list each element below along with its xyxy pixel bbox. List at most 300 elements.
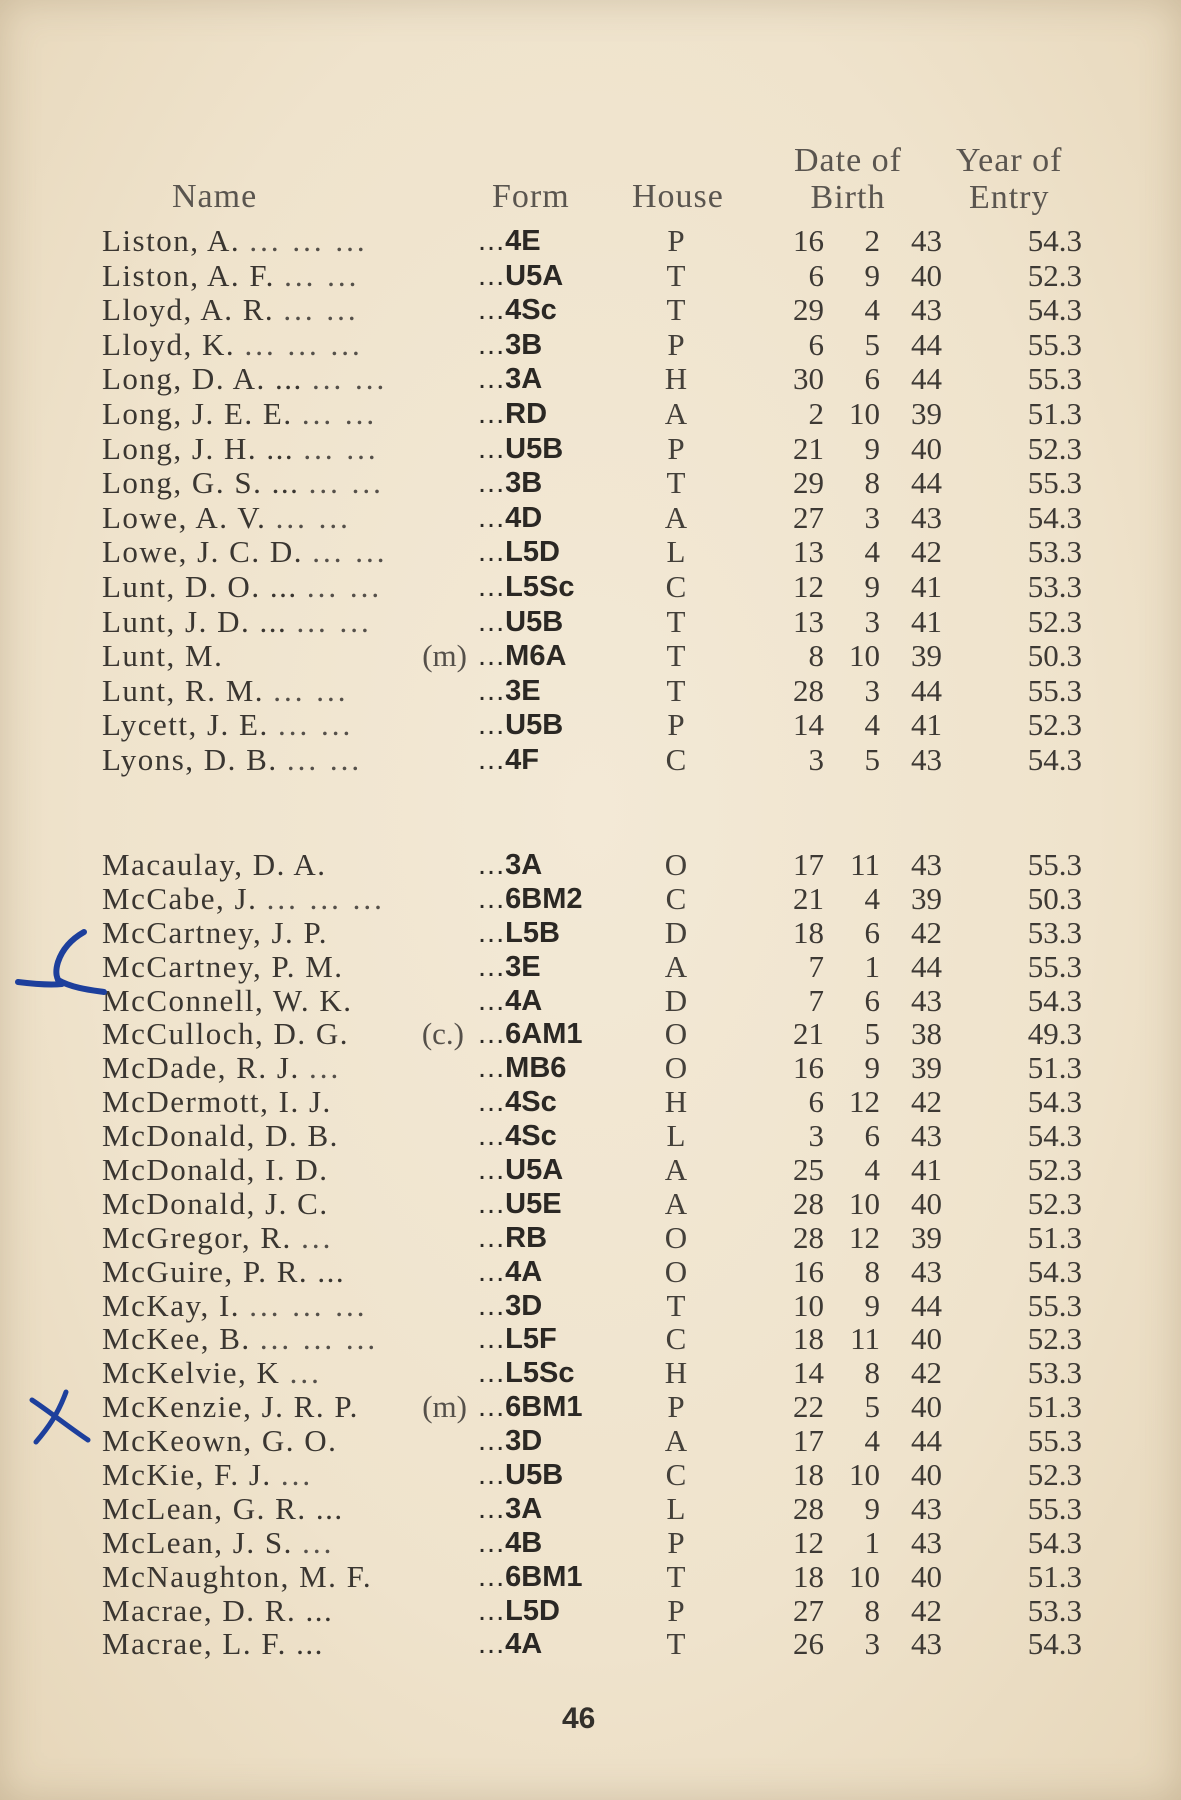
table-row <box>0 570 1181 605</box>
birth-day: 17 <box>793 847 824 882</box>
student-name <box>102 638 467 674</box>
year-of-entry: 51.3 <box>1027 1558 1082 1594</box>
leader-dots: ... ... <box>273 672 349 708</box>
birth-year: 39 <box>911 880 942 916</box>
birth-month: 3 <box>864 499 880 535</box>
house-cell: H <box>664 1355 688 1391</box>
form-leader: ... <box>478 570 506 603</box>
leader-dots: ... ... <box>283 292 359 328</box>
form-value: M6A <box>505 640 567 673</box>
name-text: Lunt, D. O. ... <box>102 568 298 604</box>
student-name <box>102 1424 337 1458</box>
handwritten-curl-mark-icon <box>12 928 112 1004</box>
form-value: 4D <box>505 501 543 534</box>
birth-month: 9 <box>864 568 880 604</box>
birth-year: 43 <box>911 982 942 1018</box>
birth-day: 7 <box>808 982 824 1018</box>
form-cell <box>478 466 542 500</box>
name-text: McDonald, D. B. <box>102 1118 339 1154</box>
header-entry-line1: Year of <box>956 142 1063 179</box>
form-cell <box>478 1187 562 1221</box>
student-name <box>102 674 349 708</box>
name-text: Macrae, L. F. ... <box>102 1626 324 1662</box>
birth-day: 10 <box>793 1287 824 1323</box>
form-value: U5B <box>505 1459 564 1492</box>
table-row <box>0 1390 1181 1424</box>
house-cell: A <box>664 499 688 535</box>
form-leader: ... <box>478 984 506 1017</box>
house-cell: T <box>666 292 686 328</box>
year-of-entry: 51.3 <box>1027 1050 1082 1086</box>
birth-year: 39 <box>911 1219 942 1255</box>
form-value: 3B <box>505 328 543 361</box>
form-leader: ... <box>478 501 506 534</box>
birth-day: 16 <box>793 223 824 258</box>
birth-day: 28 <box>793 1219 824 1255</box>
leader-dots: ... ... <box>275 499 351 535</box>
form-cell <box>478 224 541 258</box>
birth-day: 25 <box>793 1152 824 1188</box>
name-text: McDade, R. J. <box>102 1050 300 1086</box>
name-text: Lycett, J. E. <box>102 707 269 743</box>
birth-year: 44 <box>911 361 942 397</box>
leader-dots: ... ... <box>308 465 384 501</box>
house-cell: T <box>666 672 686 708</box>
leader-dots: ... ... <box>303 430 379 466</box>
year-of-entry: 52.3 <box>1027 430 1082 466</box>
birth-month: 8 <box>864 1253 880 1289</box>
form-leader: ... <box>478 294 506 327</box>
birth-month: 9 <box>864 1490 880 1526</box>
form-value: 4Sc <box>505 1120 557 1153</box>
name-text: Long, J. E. E. <box>102 395 293 431</box>
birth-month: 6 <box>864 914 880 950</box>
leader-dots: ... ... <box>286 741 363 777</box>
year-of-entry: 54.3 <box>1027 1626 1082 1662</box>
birth-day: 18 <box>793 1321 824 1357</box>
form-leader: ... <box>478 536 506 569</box>
birth-year: 41 <box>911 1152 942 1188</box>
birth-day: 12 <box>793 1524 824 1560</box>
table-row <box>0 501 1181 536</box>
birth-year: 39 <box>911 395 942 431</box>
birth-year: 44 <box>911 326 942 362</box>
birth-month: 4 <box>864 1423 880 1459</box>
name-text: Long, D. A. ... <box>102 361 303 397</box>
birth-month: 10 <box>849 395 880 431</box>
leader-dots: ... ... ... <box>266 880 385 916</box>
leader-dots: ... <box>301 1219 334 1255</box>
birth-day: 26 <box>793 1626 824 1662</box>
form-leader: ... <box>478 1526 506 1559</box>
form-value: MB6 <box>505 1052 567 1085</box>
table-row <box>0 1356 1181 1390</box>
student-name <box>102 1526 334 1560</box>
name-text: McKeown, G. O. <box>102 1423 338 1459</box>
handwritten-x-mark-icon <box>26 1388 94 1446</box>
student-name <box>102 1322 378 1356</box>
form-leader: ... <box>478 849 506 881</box>
birth-year: 40 <box>911 1558 942 1594</box>
house-cell: T <box>666 465 686 501</box>
name-text: McCartney, J. P. <box>102 914 329 950</box>
birth-year: 39 <box>911 638 942 674</box>
name-text: Lunt, R. M. <box>102 672 265 708</box>
form-leader: ... <box>478 674 506 707</box>
house-cell: C <box>665 568 687 604</box>
birth-day: 17 <box>793 1423 824 1459</box>
house-cell: A <box>664 1423 688 1459</box>
form-cell <box>478 1526 542 1560</box>
name-text: McKie, F. J. <box>102 1457 272 1493</box>
year-of-entry: 55.3 <box>1027 1287 1082 1323</box>
birth-year: 43 <box>911 741 942 777</box>
name-text: Liston, A. F. <box>102 257 275 293</box>
table-row <box>0 224 1181 259</box>
table-row <box>0 535 1181 570</box>
leader-dots: ... ... <box>312 534 388 570</box>
house-cell: O <box>664 1016 688 1052</box>
birth-year: 44 <box>911 1423 942 1459</box>
form-cell <box>478 639 566 673</box>
form-leader: ... <box>478 1289 506 1322</box>
form-cell <box>478 1594 560 1628</box>
house-cell: O <box>664 847 688 882</box>
birth-day: 28 <box>793 1490 824 1526</box>
form-cell <box>478 1289 542 1323</box>
year-of-entry: 51.3 <box>1027 395 1082 431</box>
birth-month: 6 <box>864 361 880 397</box>
birth-month: 1 <box>864 948 880 984</box>
table-row <box>0 1119 1181 1153</box>
birth-year: 40 <box>911 430 942 466</box>
house-cell: O <box>664 1050 688 1086</box>
table-row <box>0 916 1181 950</box>
form-value: 3A <box>505 849 543 881</box>
birth-year: 41 <box>911 603 942 639</box>
form-value: U5A <box>505 1154 564 1187</box>
student-name <box>102 1153 329 1187</box>
house-cell: P <box>667 430 685 466</box>
form-leader: ... <box>478 605 506 638</box>
form-cell <box>478 882 583 916</box>
name-text: Lloyd, K. <box>102 326 236 362</box>
form-value: 6AM1 <box>505 1018 583 1051</box>
form-cell <box>478 1627 542 1661</box>
birth-year: 40 <box>911 1185 942 1221</box>
leader-dots: (c.) <box>421 1016 464 1052</box>
table-row <box>0 882 1181 916</box>
birth-month: 10 <box>849 638 880 674</box>
year-of-entry: 53.3 <box>1027 568 1082 604</box>
house-cell: A <box>664 1185 688 1221</box>
year-of-entry: 55.3 <box>1027 361 1082 397</box>
table-row <box>0 1221 1181 1255</box>
birth-day: 21 <box>793 430 824 466</box>
form-leader: ... <box>478 1187 506 1220</box>
name-text: McCabe, J. <box>102 880 258 916</box>
birth-day: 13 <box>793 603 824 639</box>
year-of-entry: 54.3 <box>1027 223 1082 258</box>
birth-day: 14 <box>793 1355 824 1391</box>
header-date-of-birth <box>794 142 902 216</box>
birth-month: 3 <box>864 603 880 639</box>
name-text: McKenzie, J. R. P. <box>102 1389 359 1425</box>
leader-dots: ... ... <box>312 361 388 397</box>
birth-day: 21 <box>793 880 824 916</box>
form-value: L5D <box>505 536 560 569</box>
student-name <box>102 1627 324 1661</box>
student-name <box>102 743 362 777</box>
student-name <box>102 432 379 466</box>
birth-month: 11 <box>850 1321 880 1357</box>
leader-dots: (m) <box>422 1389 467 1425</box>
birth-day: 14 <box>793 707 824 743</box>
form-value: RB <box>505 1221 548 1254</box>
form-cell <box>478 950 541 984</box>
table-row <box>0 328 1181 363</box>
house-cell: L <box>666 534 686 570</box>
name-text: McCulloch, D. G. <box>102 1016 350 1052</box>
name-text: McGuire, P. R. ... <box>102 1253 346 1289</box>
name-text: Macaulay, D. A. <box>102 847 327 882</box>
form-cell <box>478 916 560 950</box>
form-cell <box>478 293 557 327</box>
house-cell: C <box>665 741 687 777</box>
year-of-entry: 52.3 <box>1027 1457 1082 1493</box>
name-text: Lunt, J. D. ... <box>102 603 288 639</box>
table-row <box>0 605 1181 640</box>
leader-dots: ... <box>280 1457 314 1493</box>
birth-year: 40 <box>911 1321 942 1357</box>
form-cell <box>478 432 563 466</box>
form-leader: ... <box>478 259 506 292</box>
birth-day: 22 <box>793 1389 824 1425</box>
house-cell: C <box>665 880 687 916</box>
student-name <box>102 882 385 916</box>
student-name <box>102 1051 341 1085</box>
form-cell <box>478 501 542 535</box>
birth-month: 5 <box>864 1389 880 1425</box>
year-of-entry: 52.3 <box>1027 707 1082 743</box>
house-cell: A <box>664 395 688 431</box>
birth-year: 42 <box>911 1592 942 1628</box>
form-leader: ... <box>478 950 506 983</box>
birth-day: 16 <box>793 1050 824 1086</box>
year-of-entry: 54.3 <box>1027 499 1082 535</box>
birth-year: 42 <box>911 534 942 570</box>
form-leader: ... <box>478 1594 506 1627</box>
student-name <box>102 1187 329 1221</box>
birth-day: 28 <box>793 1185 824 1221</box>
form-leader: ... <box>478 1018 506 1051</box>
form-cell <box>478 362 542 396</box>
table-row <box>0 848 1181 882</box>
form-value: L5F <box>505 1323 557 1356</box>
birth-month: 4 <box>864 1152 880 1188</box>
birth-month: 11 <box>850 847 880 882</box>
birth-day: 8 <box>808 638 824 674</box>
birth-day: 28 <box>793 672 824 708</box>
birth-month: 8 <box>864 1355 880 1391</box>
birth-year: 43 <box>911 499 942 535</box>
form-value: 6BM2 <box>505 882 583 915</box>
table-row <box>0 1424 1181 1458</box>
birth-year: 41 <box>911 707 942 743</box>
form-value: 3E <box>505 674 541 707</box>
form-leader: ... <box>478 1154 506 1187</box>
form-leader: ... <box>478 1459 506 1492</box>
birth-day: 27 <box>793 1592 824 1628</box>
student-name <box>102 466 384 500</box>
birth-month: 9 <box>864 1287 880 1323</box>
student-name <box>102 605 372 639</box>
birth-year: 40 <box>911 257 942 293</box>
year-of-entry: 55.3 <box>1027 1423 1082 1459</box>
name-text: McKee, B. <box>102 1321 251 1357</box>
name-text: Lowe, A. V. <box>102 499 267 535</box>
birth-day: 3 <box>808 1118 824 1154</box>
year-of-entry: 51.3 <box>1027 1219 1082 1255</box>
form-cell <box>478 1492 542 1526</box>
form-value: 6BM1 <box>505 1391 583 1424</box>
birth-year: 44 <box>911 672 942 708</box>
house-cell: O <box>664 1253 688 1289</box>
birth-month: 1 <box>864 1524 880 1560</box>
birth-day: 6 <box>808 257 824 293</box>
leader-dots: ... ... <box>296 603 372 639</box>
birth-year: 40 <box>911 1457 942 1493</box>
birth-year: 38 <box>911 1016 942 1052</box>
house-cell: C <box>665 1457 687 1493</box>
year-of-entry: 55.3 <box>1027 326 1082 362</box>
form-cell <box>478 605 563 639</box>
birth-year: 43 <box>911 1626 942 1662</box>
form-value: 3E <box>505 950 541 983</box>
table-row <box>0 708 1181 743</box>
section-m-entries <box>0 848 1181 1661</box>
house-cell: D <box>664 914 688 950</box>
birth-year: 43 <box>911 292 942 328</box>
birth-month: 4 <box>864 707 880 743</box>
form-value: L5D <box>505 1594 560 1627</box>
form-value: U5B <box>505 605 564 638</box>
year-of-entry: 54.3 <box>1027 1118 1082 1154</box>
table-row <box>0 639 1181 674</box>
student-name <box>102 1492 344 1526</box>
year-of-entry: 54.3 <box>1027 292 1082 328</box>
table-row <box>0 397 1181 432</box>
student-name <box>102 984 352 1018</box>
student-name <box>102 1458 313 1492</box>
leader-dots: ... <box>289 1355 322 1391</box>
name-text: McKay, I. <box>102 1287 241 1323</box>
name-text: McDermott, I. J. <box>102 1084 332 1120</box>
birth-month: 9 <box>864 257 880 293</box>
name-text: Long, J. H. ... <box>102 430 295 466</box>
year-of-entry: 50.3 <box>1027 880 1082 916</box>
house-cell: A <box>664 948 688 984</box>
birth-year: 43 <box>911 847 942 882</box>
form-cell <box>478 397 547 431</box>
table-row <box>0 1627 1181 1661</box>
name-text: Liston, A. <box>102 223 241 258</box>
form-leader: ... <box>478 1628 506 1661</box>
birth-day: 16 <box>793 1253 824 1289</box>
birth-year: 42 <box>911 1355 942 1391</box>
leader-dots: ... ... <box>277 707 354 743</box>
form-value: 4E <box>505 225 541 257</box>
form-cell <box>478 535 560 569</box>
name-text: McKelvie, K <box>102 1355 281 1391</box>
year-of-entry: 54.3 <box>1027 982 1082 1018</box>
form-leader: ... <box>478 1323 506 1356</box>
form-leader: ... <box>478 1357 506 1390</box>
birth-year: 44 <box>911 465 942 501</box>
birth-month: 10 <box>849 1457 880 1493</box>
form-value: 4Sc <box>505 1086 557 1119</box>
birth-year: 41 <box>911 568 942 604</box>
student-name <box>102 1389 467 1425</box>
house-cell: A <box>664 1152 688 1188</box>
form-value: 6BM1 <box>505 1560 583 1593</box>
name-text: Lowe, J. C. D. <box>102 534 303 570</box>
student-name <box>102 1119 339 1153</box>
header-year-of-entry <box>956 142 1062 216</box>
birth-year: 43 <box>911 1524 942 1560</box>
name-text: McDonald, J. C. <box>102 1185 329 1221</box>
birth-year: 44 <box>911 1287 942 1323</box>
table-row <box>0 362 1181 397</box>
birth-day: 6 <box>808 1084 824 1120</box>
form-cell <box>478 848 542 882</box>
form-value: U5E <box>505 1187 562 1220</box>
form-leader: ... <box>478 1391 506 1424</box>
house-cell: P <box>667 1524 685 1560</box>
birth-year: 43 <box>911 1118 942 1154</box>
birth-day: 3 <box>808 741 824 777</box>
form-value: RD <box>505 397 548 430</box>
table-row <box>0 743 1181 778</box>
birth-month: 8 <box>864 465 880 501</box>
form-leader: ... <box>478 328 506 361</box>
birth-month: 9 <box>864 430 880 466</box>
student-name <box>102 535 387 569</box>
form-leader: ... <box>478 363 506 396</box>
name-text: McConnell, W. K. <box>102 982 353 1018</box>
year-of-entry: 53.3 <box>1027 1355 1082 1391</box>
table-row <box>0 1153 1181 1187</box>
table-row <box>0 1289 1181 1323</box>
form-value: L5Sc <box>505 1357 575 1390</box>
form-value: 3D <box>505 1425 543 1458</box>
name-text: Macrae, D. R. ... <box>102 1592 334 1628</box>
name-text: Lloyd, A. R. <box>102 292 275 328</box>
house-cell: O <box>664 1219 688 1255</box>
house-cell: H <box>664 1084 688 1120</box>
birth-day: 29 <box>793 292 824 328</box>
house-cell: T <box>666 638 686 674</box>
table-row <box>0 674 1181 709</box>
form-value: 4Sc <box>505 294 557 327</box>
table-row <box>0 950 1181 984</box>
form-cell <box>478 1390 583 1424</box>
birth-month: 6 <box>864 982 880 1018</box>
leader-dots: ... ... <box>284 257 360 293</box>
student-name <box>102 328 363 362</box>
form-value: 4F <box>505 743 540 776</box>
birth-day: 21 <box>793 1016 824 1052</box>
